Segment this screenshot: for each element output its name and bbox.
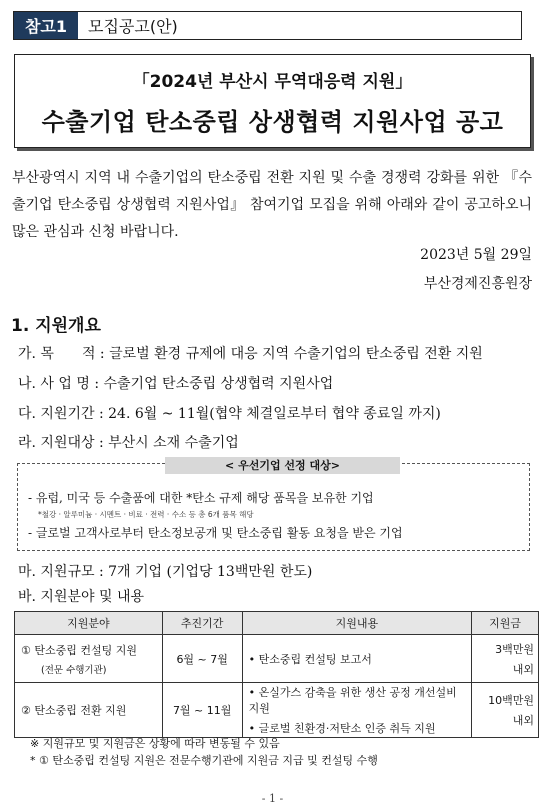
table-header: 지원내용 xyxy=(242,612,472,635)
priority-footnote: *철강 · 알루미늄 · 시멘트 · 비료 · 전력 · 수소 등 총 6개 품목 해당 xyxy=(38,510,254,519)
announcement-date: 2023년 5월 29일 xyxy=(420,247,532,263)
priority-heading: < 우선기업 선정 대상> xyxy=(165,457,400,474)
item-purpose: 가. 목 적 : 글로벌 환경 규제에 대응 지역 수출기업의 탄소중립 전환 지원 xyxy=(18,346,483,362)
table-header: 추진기간 xyxy=(162,612,242,635)
note-1: ※ 지원규모 및 지원금은 상황에 따라 변동될 수 있음 xyxy=(30,737,280,750)
cell-amount xyxy=(472,635,539,683)
content-line: • 글로벌 친환경·저탄소 인증 취득 지원 xyxy=(248,722,436,735)
cell-amount xyxy=(472,683,539,738)
section-heading: 1. 지원개요 xyxy=(11,316,101,336)
amount-line: 10백만원 xyxy=(488,694,534,707)
priority-line-1: - 유럽, 미국 등 수출품에 대한 *탄소 규제 해당 품목을 보유한 기업 xyxy=(28,491,374,505)
cell-content xyxy=(242,683,472,738)
item-scale: 마. 지원규모 : 7개 기업 (기업당 13백만원 한도) xyxy=(18,564,313,580)
field-sub: (전문 수행기관) xyxy=(41,664,107,676)
issuing-organization: 부산경제진흥원장 xyxy=(423,276,532,292)
item-target: 라. 지원대상 : 부산시 소재 수출기업 xyxy=(18,435,239,451)
reference-tag xyxy=(13,11,522,40)
amount-line: 3백만원 xyxy=(495,642,534,656)
title-line-2: 수출기업 탄소중립 상생협력 지원사업 공고 xyxy=(41,108,504,136)
cell-content xyxy=(242,635,472,683)
table-header: 지원금 xyxy=(472,612,539,635)
amount-line: 내외 xyxy=(512,662,534,676)
intro-paragraph: 부산광역시 지역 내 수출기업의 탄소중립 전환 지원 및 수출 경쟁력 강화를 위한 『수출기업 탄소중립 상생협력 지원사업』 참여기업 모집을 위해 아래와 같이 공고하오니 많은 관심과 신청 바랍니다. xyxy=(12,170,532,240)
item-program-name: 나. 사 업 명 : 수출기업 탄소중립 상생협력 지원사업 xyxy=(18,376,334,392)
reference-title: 모집공고(안) xyxy=(88,17,178,36)
item-fields: 바. 지원분야 및 내용 xyxy=(18,589,144,605)
table-row xyxy=(15,635,539,683)
cell-field xyxy=(15,683,163,738)
note-2: * ① 탄소중립 컨설팅 지원은 전문수행기관에 지원금 지급 및 컨설팅 수행 xyxy=(30,754,378,767)
table-header: 지원분야 xyxy=(15,612,163,635)
amount-line: 내외 xyxy=(512,714,534,727)
title-box xyxy=(14,54,531,148)
cell-period: 6월 ~ 7월 xyxy=(162,635,242,683)
content-line: • 온실가스 감축을 위한 생산 공정 개선설비 지원 xyxy=(248,686,457,715)
cell-period: 7월 ~ 11월 xyxy=(162,683,242,738)
table-header-row xyxy=(15,612,539,635)
reference-label: 참고1 xyxy=(14,12,78,39)
field-label: ② 탄소중립 전환 지원 xyxy=(21,704,127,717)
support-table xyxy=(14,611,539,738)
title-line-1: 「2024년 부산시 무역대응력 지원」 xyxy=(132,72,413,92)
page-number: - 1 - xyxy=(261,792,284,805)
content-line: • 탄소중립 컨설팅 보고서 xyxy=(248,652,372,666)
priority-line-2: - 글로벌 고객사로부터 탄소정보공개 및 탄소중립 활동 요청을 받은 기업 xyxy=(28,526,403,540)
table-row xyxy=(15,683,539,738)
item-period: 다. 지원기간 : 24. 6월 ~ 11월(협약 체결일로부터 협약 종료일 까지) xyxy=(18,406,441,422)
cell-field xyxy=(15,635,163,683)
field-label: ① 탄소중립 컨설팅 지원 xyxy=(21,643,137,657)
